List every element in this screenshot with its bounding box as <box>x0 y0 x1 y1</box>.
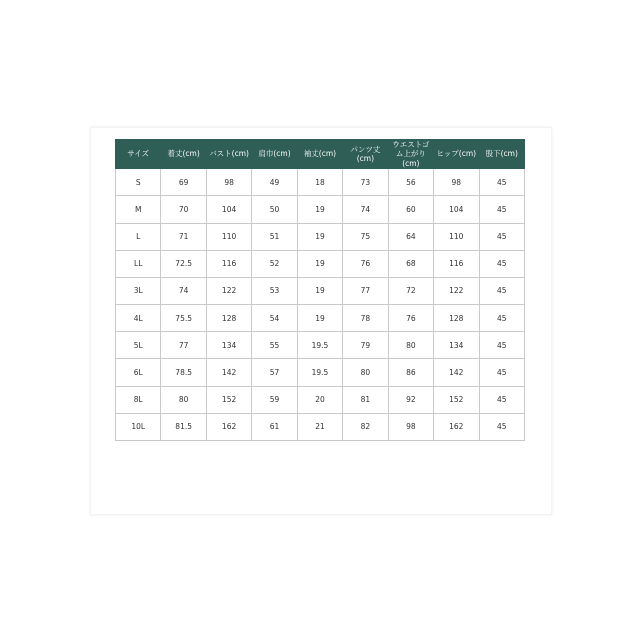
cell-size: L <box>116 223 161 250</box>
cell-length: 74 <box>161 277 206 304</box>
table-row <box>116 332 525 359</box>
header-row <box>116 140 525 169</box>
cell-shoulder: 52 <box>252 250 297 277</box>
cell-bust: 116 <box>206 250 251 277</box>
cell-length: 69 <box>161 169 206 196</box>
cell-shoulder: 55 <box>252 332 297 359</box>
table-row <box>116 413 525 440</box>
cell-sleeve: 18 <box>297 169 342 196</box>
header-sleeve: 袖丈(cm) <box>297 140 342 169</box>
cell-inseam: 45 <box>479 223 525 250</box>
cell-bust: 98 <box>206 169 251 196</box>
table-row <box>116 386 525 413</box>
cell-inseam: 45 <box>479 332 525 359</box>
cell-inseam: 45 <box>479 277 525 304</box>
cell-inseam: 45 <box>479 305 525 332</box>
cell-shoulder: 54 <box>252 305 297 332</box>
table-row <box>116 359 525 386</box>
cell-length: 81.5 <box>161 413 206 440</box>
cell-waist: 86 <box>388 359 433 386</box>
cell-sleeve: 19 <box>297 250 342 277</box>
cell-length: 75.5 <box>161 305 206 332</box>
cell-bust: 142 <box>206 359 251 386</box>
cell-waist: 76 <box>388 305 433 332</box>
cell-size: 10L <box>116 413 161 440</box>
cell-shoulder: 51 <box>252 223 297 250</box>
table-row <box>116 196 525 223</box>
header-hip: ヒップ(cm) <box>434 140 479 169</box>
cell-hip: 122 <box>434 277 479 304</box>
cell-size: 8L <box>116 386 161 413</box>
cell-size: M <box>116 196 161 223</box>
cell-inseam: 45 <box>479 359 525 386</box>
cell-length: 70 <box>161 196 206 223</box>
cell-inseam: 45 <box>479 169 525 196</box>
cell-bust: 162 <box>206 413 251 440</box>
cell-length: 72.5 <box>161 250 206 277</box>
cell-waist: 72 <box>388 277 433 304</box>
cell-shoulder: 61 <box>252 413 297 440</box>
cell-sleeve: 19 <box>297 223 342 250</box>
cell-size: S <box>116 169 161 196</box>
cell-length: 80 <box>161 386 206 413</box>
cell-sleeve: 19 <box>297 277 342 304</box>
cell-shoulder: 57 <box>252 359 297 386</box>
cell-sleeve: 19 <box>297 305 342 332</box>
cell-waist: 98 <box>388 413 433 440</box>
cell-bust: 110 <box>206 223 251 250</box>
cell-inseam: 45 <box>479 196 525 223</box>
cell-size: 4L <box>116 305 161 332</box>
table-header <box>116 140 525 169</box>
cell-shoulder: 59 <box>252 386 297 413</box>
table-body <box>116 169 525 441</box>
cell-waist: 64 <box>388 223 433 250</box>
cell-pants-length: 80 <box>343 359 388 386</box>
cell-sleeve: 19 <box>297 196 342 223</box>
cell-size: 3L <box>116 277 161 304</box>
cell-length: 71 <box>161 223 206 250</box>
cell-bust: 128 <box>206 305 251 332</box>
cell-size: 5L <box>116 332 161 359</box>
cell-pants-length: 81 <box>343 386 388 413</box>
cell-hip: 98 <box>434 169 479 196</box>
cell-length: 77 <box>161 332 206 359</box>
cell-hip: 116 <box>434 250 479 277</box>
header-length: 着丈(cm) <box>161 140 206 169</box>
header-shoulder: 肩巾(cm) <box>252 140 297 169</box>
cell-bust: 134 <box>206 332 251 359</box>
cell-inseam: 45 <box>479 250 525 277</box>
cell-shoulder: 53 <box>252 277 297 304</box>
cell-bust: 104 <box>206 196 251 223</box>
cell-hip: 134 <box>434 332 479 359</box>
cell-size: 6L <box>116 359 161 386</box>
cell-pants-length: 82 <box>343 413 388 440</box>
cell-hip: 162 <box>434 413 479 440</box>
cell-bust: 152 <box>206 386 251 413</box>
cell-sleeve: 19.5 <box>297 332 342 359</box>
cell-pants-length: 79 <box>343 332 388 359</box>
cell-pants-length: 74 <box>343 196 388 223</box>
cell-hip: 110 <box>434 223 479 250</box>
header-pants-length: パンツ丈(cm) <box>343 140 388 169</box>
cell-waist: 92 <box>388 386 433 413</box>
cell-inseam: 45 <box>479 413 525 440</box>
cell-waist: 56 <box>388 169 433 196</box>
cell-pants-length: 73 <box>343 169 388 196</box>
cell-hip: 128 <box>434 305 479 332</box>
table-row <box>116 277 525 304</box>
cell-pants-length: 78 <box>343 305 388 332</box>
cell-pants-length: 76 <box>343 250 388 277</box>
header-size: サイズ <box>116 140 161 169</box>
table-row <box>116 223 525 250</box>
cell-bust: 122 <box>206 277 251 304</box>
size-chart-table <box>115 139 525 441</box>
table-row <box>116 250 525 277</box>
header-bust: バスト(cm) <box>206 140 251 169</box>
cell-inseam: 45 <box>479 386 525 413</box>
cell-hip: 152 <box>434 386 479 413</box>
cell-hip: 142 <box>434 359 479 386</box>
table-row <box>116 305 525 332</box>
header-inseam: 股下(cm) <box>479 140 525 169</box>
cell-waist: 60 <box>388 196 433 223</box>
cell-sleeve: 20 <box>297 386 342 413</box>
cell-sleeve: 19.5 <box>297 359 342 386</box>
cell-hip: 104 <box>434 196 479 223</box>
cell-size: LL <box>116 250 161 277</box>
cell-sleeve: 21 <box>297 413 342 440</box>
cell-pants-length: 77 <box>343 277 388 304</box>
cell-length: 78.5 <box>161 359 206 386</box>
header-waist: ウエストゴム上がり(cm) <box>388 140 433 169</box>
cell-waist: 68 <box>388 250 433 277</box>
cell-pants-length: 75 <box>343 223 388 250</box>
table-row <box>116 169 525 196</box>
cell-shoulder: 49 <box>252 169 297 196</box>
cell-shoulder: 50 <box>252 196 297 223</box>
cell-waist: 80 <box>388 332 433 359</box>
